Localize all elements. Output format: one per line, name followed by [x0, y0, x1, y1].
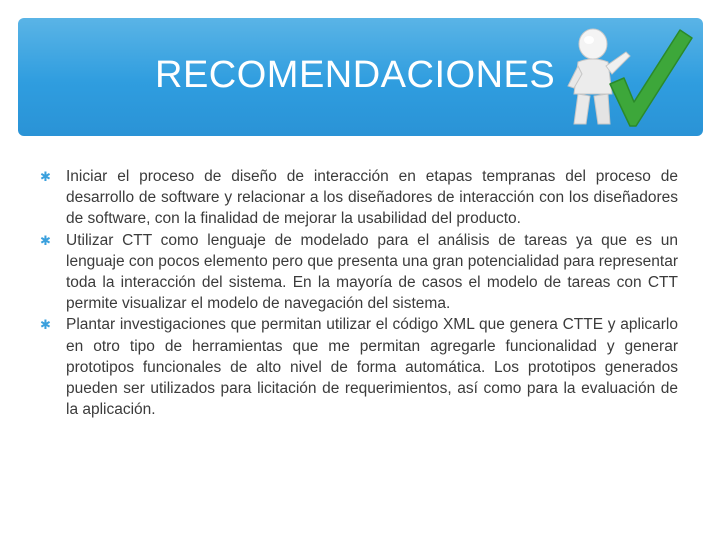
asterisk-bullet-icon: ✱	[40, 232, 51, 248]
bullet-list	[40, 166, 678, 420]
person-checkmark-illustration	[560, 22, 700, 132]
asterisk-bullet-icon: ✱	[40, 169, 51, 184]
bullet-text: Plantar investigaciones que permitan utilizar el código XML que genera CTTE y aplicarlo en otro tipo de herramientas que me permitan agregarle funcionalidad y generar prototipos funcionales de alto nivel de forma automática. Los prototipos generados pueden ser utilizados para licitación de requerimientos, así como para la evaluación de la aplicación.	[66, 316, 678, 419]
bullet-item	[40, 230, 678, 315]
green-checkmark-icon	[610, 30, 692, 126]
bullet-text: Utilizar CTT como lenguaje de modelado para el análisis de tareas ya que es un lenguaje con pocos elemento pero que presenta una gran potencialidad para representar toda la interacción del sistema. En la mayoría de casos el modelo de tareas con CTT permite visualizar el modelo de navegación del sistema.	[66, 231, 678, 313]
slide-title: RECOMENDACIONES	[155, 54, 556, 96]
bullet-item	[40, 166, 678, 230]
white-3d-person-icon	[568, 29, 630, 124]
asterisk-bullet-icon: ✱	[40, 317, 51, 333]
bullet-text: Iniciar el proceso de diseño de interacción en etapas tempranas del proceso de desarrollo de software y relacionar a los diseñadores de interacción con los diseñadores de software, con la finalidad de mejorar la usabilidad del producto.	[66, 168, 678, 228]
bullet-item	[40, 314, 678, 420]
